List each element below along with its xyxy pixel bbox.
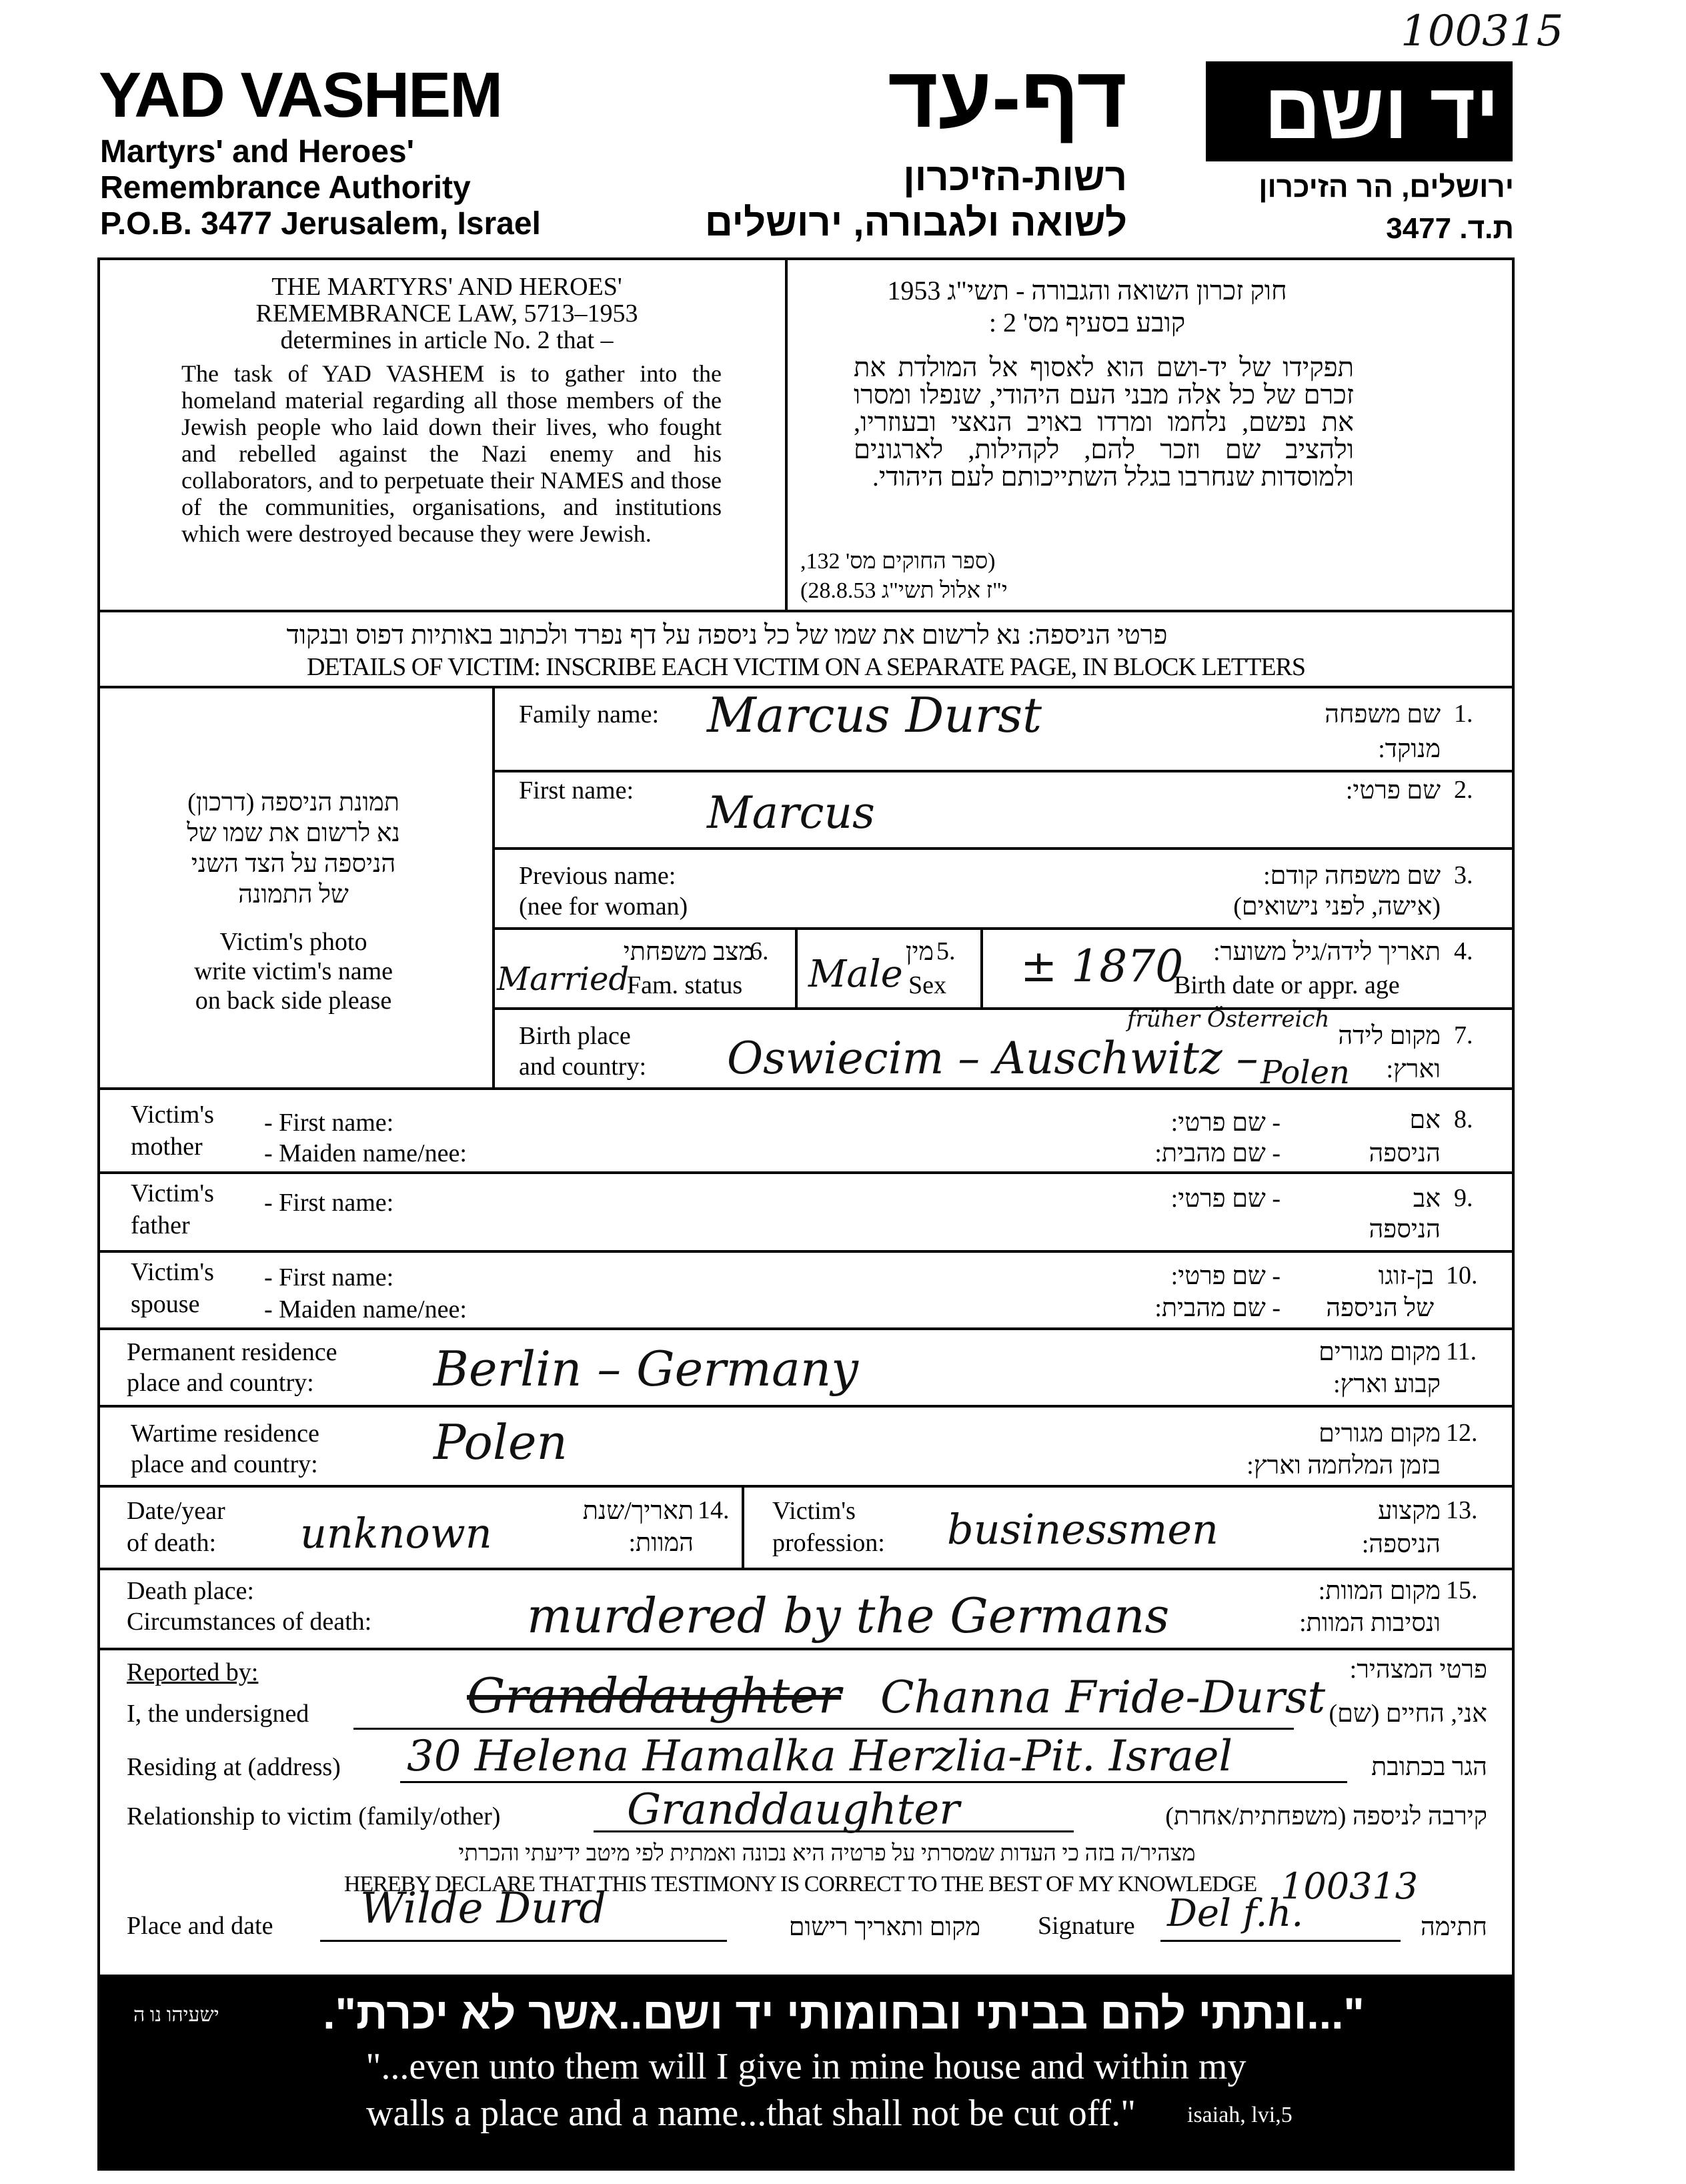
spouse-label-b: spouse <box>131 1290 200 1318</box>
address-label: Residing at (address) <box>127 1753 341 1781</box>
field-2-num: 2. <box>1454 776 1473 804</box>
footer-quote-en-1: "...even unto them will I give in mine house and within my <box>365 2046 1246 2087</box>
field-14-num: 14. <box>698 1496 730 1524</box>
undersigned-struck: Granddaughter <box>467 1668 842 1724</box>
org-title-en: YAD VASHEM <box>99 59 502 131</box>
fam-status-value[interactable]: Married <box>497 961 630 998</box>
reported-by-label: Reported by: <box>127 1658 259 1686</box>
wartime-residence-value[interactable]: Polen <box>434 1414 568 1470</box>
mother-first-label: - First name: <box>264 1109 394 1137</box>
previous-name-note: (nee for woman) <box>519 893 688 921</box>
field-7-num: 7. <box>1454 1021 1473 1049</box>
address-label-he: הגר בכתובת <box>1371 1753 1487 1781</box>
death-date-value[interactable]: unknown <box>300 1509 492 1558</box>
undersigned-line <box>353 1728 1294 1730</box>
relationship-label: Relationship to victim (family/other) <box>127 1802 501 1830</box>
law-heading-he: חוק זכרון השואה והגבורה - תשי"ג 1953 קובע בסעיף מס' 2 : <box>887 276 1287 338</box>
family-name-label: Family name: <box>519 700 660 728</box>
death-date-label2: of death: <box>127 1529 217 1557</box>
family-name-label-he2: מנוקד: <box>1378 735 1441 763</box>
wartime-residence-label-he2: בזמן המלחמה וארץ: <box>1246 1452 1441 1480</box>
law-bottom-line <box>97 610 1515 612</box>
father-label-b: father <box>131 1211 190 1239</box>
line-7 <box>97 1087 1515 1090</box>
address-value[interactable]: 30 Helena Hamalka Herzlia-Pit. Israel <box>407 1732 1232 1781</box>
line-4 <box>492 1007 1515 1010</box>
form-sub2-he: לשואה ולגבורה, ירושלים <box>704 201 1127 244</box>
undersigned-value[interactable]: Channa Fride-Durst <box>880 1672 1326 1723</box>
birth-country-label: and country: <box>519 1053 647 1081</box>
family-name-label-he: שם משפחה <box>1325 700 1441 728</box>
relationship-label-he: קירבה לניספה (משפחתית/אחרת) <box>1165 1802 1487 1830</box>
place-date-line <box>320 1940 727 1942</box>
spouse-first-label: - First name: <box>264 1263 394 1291</box>
profession-label-he: מקצוע <box>1378 1497 1441 1525</box>
wartime-residence-label-he: מקום מגורים <box>1319 1420 1441 1448</box>
perm-residence-label: Permanent residence <box>127 1338 337 1366</box>
form-title-he: דף-עד <box>888 48 1127 145</box>
profession-label2: profession: <box>772 1529 885 1557</box>
org-line2-en: Remembrance Authority <box>100 170 471 205</box>
field-8-num: 8. <box>1454 1105 1473 1133</box>
death-date-label-he: תאריך/שנת <box>582 1497 694 1525</box>
photo-instructions-en: Victim's photo write victim's name on back side please <box>193 928 393 1015</box>
law-divider <box>785 257 788 611</box>
profession-label: Victim's <box>772 1497 856 1525</box>
address-line <box>400 1781 1347 1783</box>
mother-label-he-b: הניספה <box>1369 1139 1441 1167</box>
signature-value[interactable]: Del f.h. <box>1167 1892 1304 1935</box>
relationship-value[interactable]: Granddaughter <box>627 1785 960 1834</box>
photo-instructions-he: תמונת הניספה (דרכון) נא לרשום את שמו של הניספה על הצד השני של התמונה <box>187 788 400 909</box>
perm-residence-label-he2: קבוע וארץ: <box>1333 1370 1441 1398</box>
declare-en: HEREBY DECLARE THAT THIS TESTIMONY IS CORRECT TO THE BEST OF MY KNOWLEDGE <box>343 1872 1257 1896</box>
birth-date-value[interactable]: ± 1870 <box>1020 941 1184 992</box>
wartime-residence-label: Wartime residence <box>131 1420 319 1448</box>
place-date-label-he: מקום ותאריך רישום <box>788 1913 980 1941</box>
law-ref-he: (ספר החוקים מס' 132, י"ז אלול תשי"ג 28.8.53) <box>800 549 1008 603</box>
spouse-first-label-he: - שם פרטי: <box>1170 1262 1281 1290</box>
field-11-num: 11. <box>1446 1337 1477 1366</box>
spouse-label-he-b: של הניספה <box>1326 1294 1434 1322</box>
place-date-value[interactable]: Wilde Durd <box>360 1884 606 1933</box>
perm-residence-label2: place and country: <box>127 1369 314 1397</box>
father-first-label: - First name: <box>264 1189 394 1217</box>
death-circumstances-label-he: ונסיבות המוות: <box>1299 1609 1441 1637</box>
father-first-label-he: - שם פרטי: <box>1170 1185 1281 1213</box>
birth-country-value[interactable]: Polen <box>1260 1054 1350 1091</box>
death-circumstances-value[interactable]: murdered by the Germans <box>527 1588 1170 1644</box>
spouse-label-a: Victim's <box>131 1258 214 1286</box>
stamp-number: 100313 <box>1281 1865 1419 1907</box>
perm-residence-label-he: מקום מגורים <box>1319 1338 1441 1366</box>
line-13 <box>97 1568 1515 1570</box>
father-label-a: Victim's <box>131 1179 214 1207</box>
reported-by-label-he: פרטי המצהיר: <box>1349 1656 1487 1684</box>
spouse-label-he-a: בן-זוגו <box>1378 1262 1434 1290</box>
divider-6-5 <box>795 927 798 1009</box>
spouse-maiden-label: - Maiden name/nee: <box>264 1295 467 1323</box>
details-header-en: DETAILS OF VICTIM: INSCRIBE EACH VICTIM ON A SEPARATE PAGE, IN BLOCK LETTERS <box>306 653 1306 681</box>
footer-ref-he: ישעיהו נו ה <box>133 2004 219 2026</box>
footer-quote-en-2: walls a place and a name...that shall not be cut off." <box>366 2093 1136 2134</box>
signature-line <box>1160 1940 1401 1942</box>
divider-14-13 <box>742 1485 744 1569</box>
wartime-residence-label2: place and country: <box>131 1450 318 1478</box>
line-8 <box>97 1171 1515 1174</box>
signature-label-he: חתימה <box>1420 1913 1487 1941</box>
death-circumstances-label: Circumstances of death: <box>127 1608 372 1636</box>
death-date-label-he2: המוות: <box>628 1529 694 1557</box>
place-date-label: Place and date <box>127 1912 273 1940</box>
first-name-label-he: שם פרטי: <box>1345 776 1441 804</box>
address-he-2: ת.ד. 3477 <box>1386 212 1514 245</box>
field-13-num: 13. <box>1446 1496 1478 1524</box>
line-11 <box>97 1405 1515 1408</box>
death-place-label: Death place: <box>127 1577 254 1605</box>
declare-he: מצהיר/ה בזה כי העדות שמסרתי על פרטיה היא נכונה ואמתית לפי מיטב ידיעתי והכרתי <box>458 1841 1196 1866</box>
previous-name-label-he: שם משפחה קודם: <box>1263 862 1441 890</box>
fam-status-label-he: מצב משפחתי <box>623 938 754 966</box>
previous-name-note-he: (אישה, לפני נישואים) <box>1233 893 1441 921</box>
previous-name-label: Previous name: <box>519 862 676 890</box>
line-10 <box>97 1327 1515 1330</box>
mother-label-he-a: אם <box>1409 1106 1441 1134</box>
org-line3-en: P.O.B. 3477 Jerusalem, Israel <box>100 206 541 241</box>
line-15 <box>97 1648 1515 1650</box>
fam-status-label: Fam. status <box>627 971 743 999</box>
birth-place-label-he: מקום לידה <box>1338 1022 1441 1050</box>
sex-value[interactable]: Male <box>808 953 903 996</box>
death-date-label: Date/year <box>127 1497 225 1525</box>
family-name-value[interactable]: Marcus Durst <box>707 687 1042 743</box>
law-body-en: The task of YAD VASHEM is to gather into the homeland material regarding all those members of the Jewish people who laid down their lives, who fought and rebelled against the Nazi enemy and his collaborators, and to perpetuate their NAMES and those of the communities, organisations, and institutions which were destroyed because they were Jewish. <box>181 360 722 547</box>
doc-number: 100315 <box>1401 7 1564 56</box>
father-label-he-a: אב <box>1413 1185 1441 1213</box>
footer-quote-he: "...ונתתי להם בביתי ובחומותי יד ושם..אשר לא יכרת". <box>323 1989 1365 2038</box>
law-heading-en: THE MARTYRS' AND HEROES' REMEMBRANCE LAW, 5713–1953 determines in article No. 2 that – <box>255 273 638 354</box>
mother-first-label-he: - שם פרטי: <box>1170 1109 1281 1137</box>
footer-ref-en: isaiah, lvi,5 <box>1187 2103 1293 2127</box>
photo-divider <box>492 686 495 1087</box>
spouse-maiden-label-he: - שם מהבית: <box>1154 1294 1281 1322</box>
divider-5-4 <box>980 927 983 1009</box>
org-line1-en: Martyrs' and Heroes' <box>100 134 414 169</box>
birth-country-label-he: וארץ: <box>1386 1055 1441 1083</box>
field-5-num: 5. <box>936 937 956 965</box>
birth-date-label: Birth date or appr. age <box>1174 971 1400 999</box>
birth-date-label-he: תאריך לידה/גיל משוער: <box>1213 938 1441 966</box>
field-6-num: 6. <box>750 937 769 965</box>
field-4-num: 4. <box>1454 937 1473 965</box>
mother-maiden-label: - Maiden name/nee: <box>264 1139 467 1167</box>
address-he-1: ירושלים, הר הזיכרון <box>1258 171 1514 203</box>
law-body-he: תפקידו של יד-ושם הוא לאסוף אל המולדת את זכרם של כל אלה מבני העם היהודי, שנפלו ומסרו את נפשם, נלחמו ומרדו באויב הנאצי ובעוזריו, ולהציב שם וזכר להם, לקהילות, לארגונים ולמוסדות שנחרבו בגלל השתייכותם לעם היהודי. <box>854 352 1354 492</box>
mother-label-b: mother <box>131 1133 203 1161</box>
death-place-label-he: מקום המוות: <box>1318 1577 1441 1605</box>
first-name-label: First name: <box>519 776 634 804</box>
field-9-num: 9. <box>1454 1184 1473 1212</box>
details-header-he: פרטי הניספה: נא לרשום את שמו של כל ניספה על דף נפרד ולכתוב באותיות דפוס ובנקוד <box>286 620 1168 650</box>
birth-place-annotation: früher Österreich <box>1127 1006 1330 1033</box>
profession-label-he2: הניספה: <box>1361 1530 1441 1558</box>
field-10-num: 10. <box>1446 1261 1478 1289</box>
line-3 <box>492 927 1515 930</box>
sex-label-he: מין <box>905 938 934 966</box>
birth-place-value[interactable]: Oswiecim – Auschwitz – <box>727 1033 1258 1084</box>
perm-residence-value[interactable]: Berlin – Germany <box>434 1341 858 1397</box>
form-sub1-he: רשות-הזיכרון <box>903 155 1127 199</box>
line-2 <box>492 847 1515 850</box>
field-3-num: 3. <box>1454 861 1473 889</box>
field-15-num: 15. <box>1446 1576 1478 1604</box>
signature-label: Signature <box>1038 1912 1135 1940</box>
line-9 <box>97 1250 1515 1253</box>
undersigned-label: I, the undersigned <box>127 1700 309 1728</box>
line-1 <box>492 770 1515 772</box>
father-label-he-b: הניספה <box>1369 1215 1441 1243</box>
sex-label: Sex <box>908 971 946 999</box>
mother-maiden-label-he: - שם מהבית: <box>1154 1139 1281 1167</box>
field-12-num: 12. <box>1446 1419 1478 1447</box>
field-1-num: 1. <box>1454 700 1473 728</box>
undersigned-label-he: אני, החיים (שם) <box>1329 1700 1487 1728</box>
profession-value[interactable]: businessmen <box>947 1505 1218 1554</box>
first-name-value[interactable]: Marcus <box>707 787 875 839</box>
mother-label-a: Victim's <box>131 1101 214 1129</box>
birth-place-label: Birth place <box>519 1022 631 1050</box>
logo-text: יד ושם <box>1264 67 1499 155</box>
line-12 <box>97 1485 1515 1488</box>
